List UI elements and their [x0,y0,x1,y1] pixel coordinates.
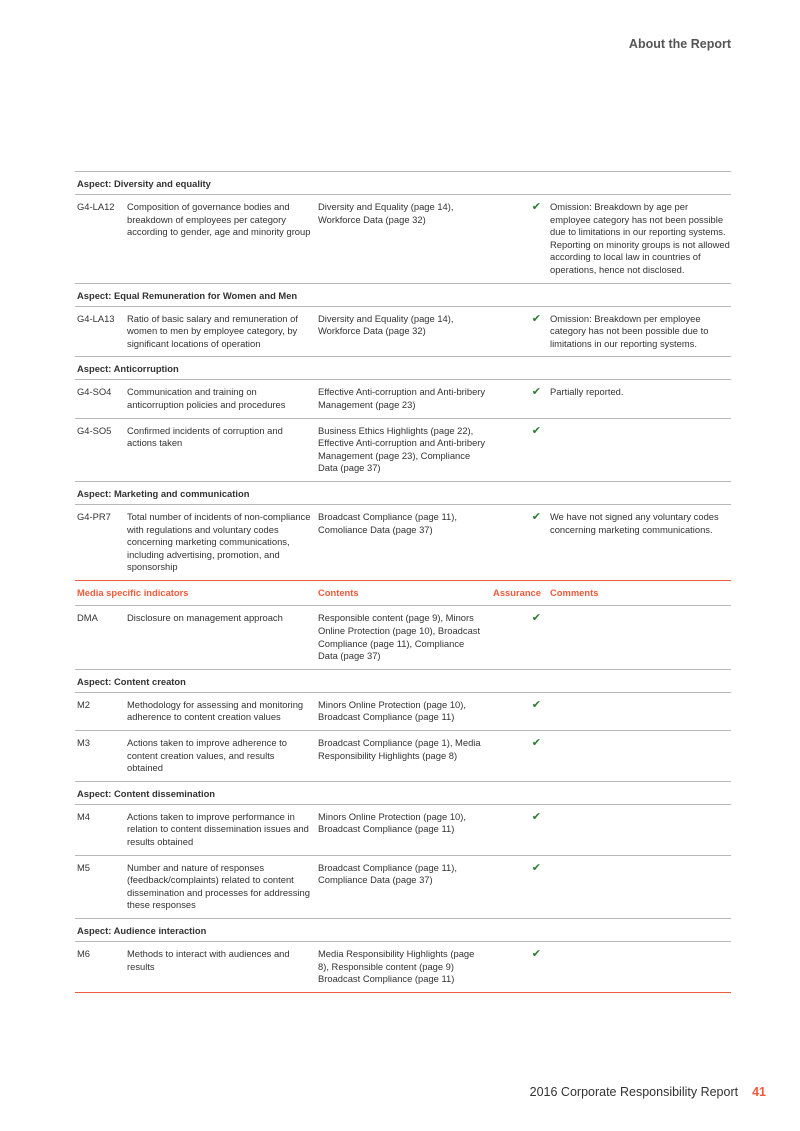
indicator-comments [550,862,731,912]
indicator-contents: Minors Online Protection (page 10), Broadcast Compliance (page 11) [318,698,466,723]
check-icon: ✔ [531,612,541,625]
aspect-heading: Aspect: Content dissemination [75,782,731,805]
indicator-description: Communication and training on anticorruption policies and procedures [127,386,286,410]
general-indicators-body [75,172,731,581]
column-header-indicators: Media specific indicators [77,586,189,598]
indicator-contents: Broadcast Compliance (page 1), Media Responsibility Highlights (page 8) [318,737,481,761]
assurance-cell [492,811,550,849]
indicator-description: Ratio of basic salary and remuneration of women to men by employee category, by significant locations of operation [127,312,298,349]
indicator-code: G4-SO4 [77,386,112,398]
indicator-description: Disclosure on management approach [127,612,283,624]
indicator-code: M3 [77,737,91,749]
aspect-heading: Aspect: Content creaton [75,670,731,693]
indicator-code: M6 [77,947,91,959]
assurance-cell [492,737,550,775]
indicator-code: M5 [77,861,91,873]
check-icon: ✔ [531,810,541,823]
page-footer [530,1085,766,1099]
media-indicators-header-row [75,580,731,607]
page-header-title: About the Report [628,37,731,51]
indicator-comments [550,948,731,986]
indicator-description: Number and nature of responses (feedback/complaints) related to content dissemination and processes for addressing these responses [127,861,310,911]
indicator-description: Actions taken to improve performance in relation to content dissemination issues and results obtained [127,810,309,847]
column-header-assurance: Assurance [493,586,541,598]
check-icon: ✔ [531,510,541,523]
table-row [75,856,731,919]
aspect-heading: Aspect: Equal Remuneration for Women and Men [75,284,731,307]
page-number: 41 [752,1085,766,1099]
assurance-cell [492,201,550,277]
check-icon: ✔ [531,424,541,437]
indicator-description: Total number of incidents of non-compliance with regulations and voluntary codes concerning marketing communications, including advertising, promotion, and sponsorship [127,510,311,573]
indicator-code: DMA [77,612,98,624]
indicator-contents: Business Ethics Highlights (page 22), Effective Anti-corruption and Anti-bribery Management (page 23), Compliance Data (page 37) [318,424,486,474]
indicator-comments [550,699,731,724]
table-row [75,606,731,669]
indicator-code: G4-SO5 [77,424,112,436]
indicator-contents: Diversity and Equality (page 14), Workforce Data (page 32) [318,201,454,225]
indicator-comments [550,612,731,662]
indicator-code: G4-LA12 [77,201,115,212]
gri-index-table [75,171,731,993]
check-icon: ✔ [531,201,541,213]
assurance-cell [492,425,550,475]
indicator-contents: Effective Anti-corruption and Anti-bribery Management (page 23) [318,386,486,410]
indicator-contents: Diversity and Equality (page 14), Workforce Data (page 32) [318,312,454,337]
indicator-comments: Omission: Breakdown per employee category has not been possible due to limitations in our reporting systems. [550,312,709,349]
indicator-description: Composition of governance bodies and breakdown of employees per category according to gender, age and minority group [127,201,311,238]
indicator-contents: Responsible content (page 9), Minors Online Protection (page 10), Broadcast Compliance (page 11), Compliance Data (page 37) [318,612,481,662]
assurance-cell [492,699,550,724]
assurance-cell [492,511,550,574]
table-row [75,805,731,856]
table-row [75,419,731,482]
check-icon: ✔ [531,737,541,750]
indicator-description: Actions taken to improve adherence to content creation values, and results obtained [127,737,287,774]
indicator-code: M4 [77,810,91,822]
assurance-cell [492,313,550,351]
assurance-cell [492,612,550,662]
aspect-heading: Aspect: Marketing and communication [75,482,731,505]
indicator-contents: Broadcast Compliance (page 11), Comoliance Data (page 37) [318,510,457,535]
check-icon: ✔ [531,947,541,960]
indicator-contents: Minors Online Protection (page 10), Broadcast Compliance (page 11) [318,810,466,835]
aspect-heading: Aspect: Audience interaction [75,919,731,942]
indicator-comments: Partially reported. [550,386,624,398]
indicator-comments: We have not signed any voluntary codes concerning marketing communications. [550,510,719,535]
indicator-contents: Media Responsibility Highlights (page 8), Responsible content (page 9) Broadcast Compliance (page 11) [318,947,475,985]
aspect-heading: Aspect: Anticorruption [75,357,731,380]
indicator-code: G4-LA13 [77,312,115,324]
indicator-comments: Omission: Breakdown by age per employee category has not been possible due to limitations in our reporting systems. Reporting on minority groups is not allowed according to local law in countries of operations, hence not disclosed. [550,201,730,275]
check-icon: ✔ [531,698,541,711]
assurance-cell [492,948,550,986]
check-icon: ✔ [531,312,541,325]
table-row [75,942,731,993]
table-row [75,693,731,731]
table-row [75,731,731,782]
aspect-heading: Aspect: Diversity and equality [75,172,731,195]
indicator-comments [550,737,731,775]
column-header-comments: Comments [550,586,599,598]
assurance-cell [492,386,550,411]
indicator-comments [550,425,731,475]
indicator-description: Methodology for assessing and monitoring adherence to content creation values [127,698,304,723]
footer-report-title: 2016 Corporate Responsibility Report [529,1085,739,1099]
indicator-description: Methods to interact with audiences and results [127,947,290,972]
table-row [75,505,731,581]
check-icon: ✔ [531,386,541,399]
table-row [75,380,731,418]
indicator-comments [550,811,731,849]
column-header-contents: Contents [318,586,359,598]
table-row [75,195,731,284]
table-row [75,307,731,358]
assurance-cell [492,862,550,912]
indicator-description: Confirmed incidents of corruption and actions taken [127,424,283,449]
check-icon: ✔ [531,861,541,874]
indicator-contents: Broadcast Compliance (page 11), Compliance Data (page 37) [318,861,457,886]
indicator-code: M2 [77,698,91,710]
indicator-code: G4-PR7 [77,510,111,522]
media-indicators-body [75,606,731,992]
